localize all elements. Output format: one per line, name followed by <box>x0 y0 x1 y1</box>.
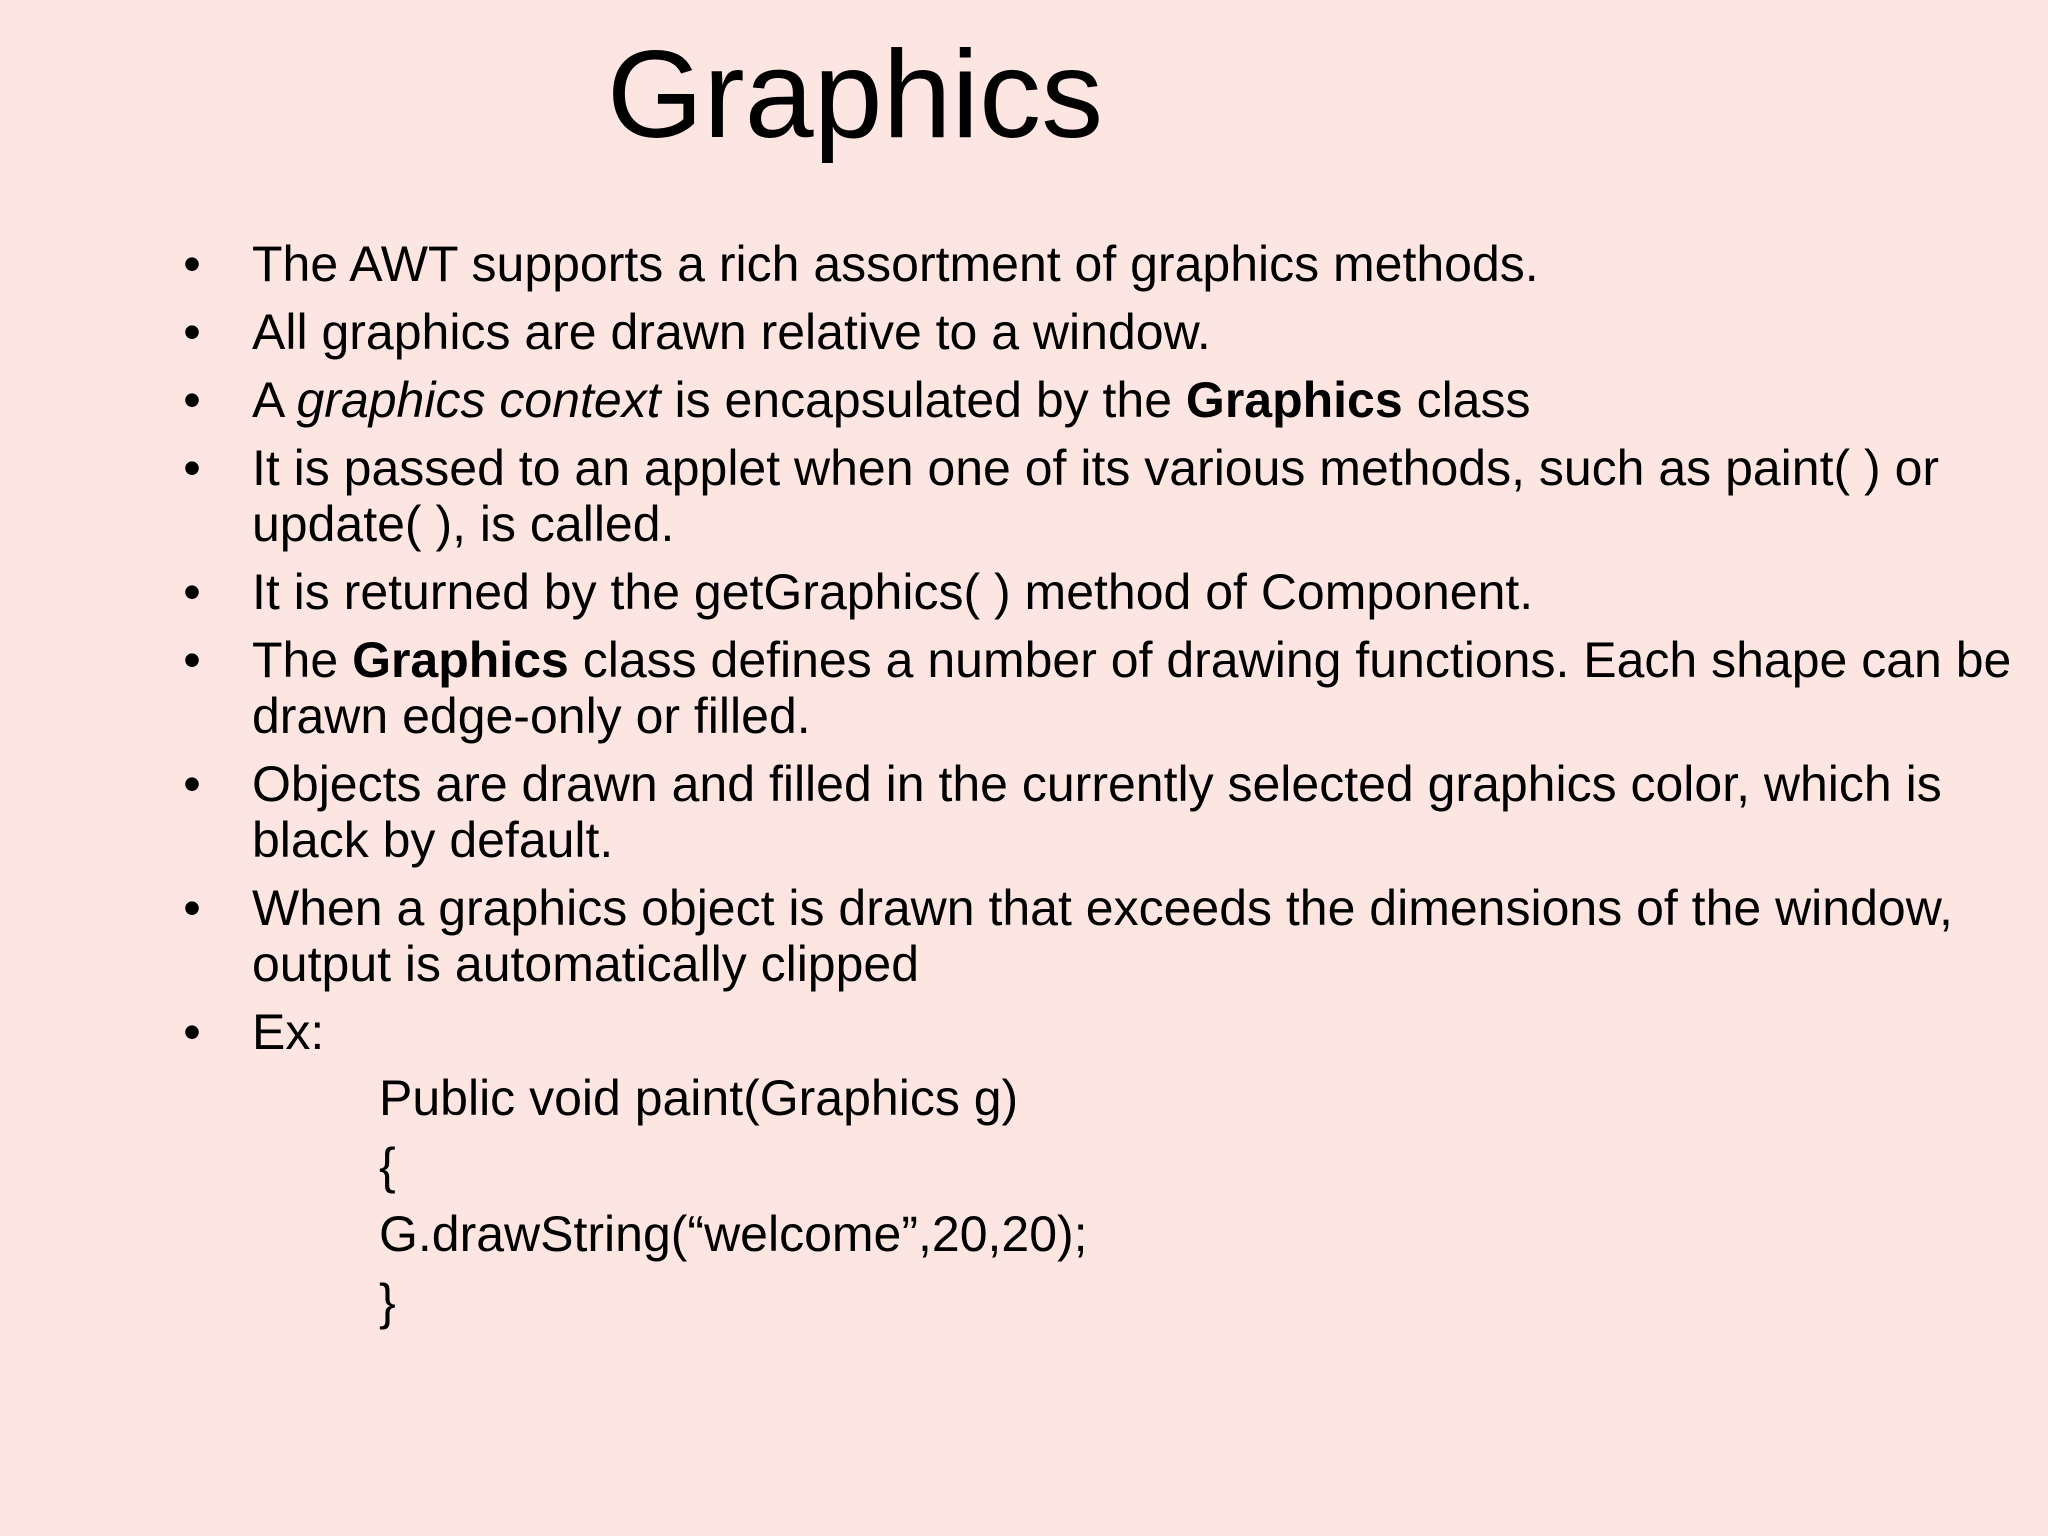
bullet-marker: • <box>183 564 201 620</box>
bullet-marker: • <box>183 236 201 292</box>
bullet-text: Objects are drawn and filled in the currently selected graphics color, which is black by default. <box>252 756 1942 868</box>
bullet-item <box>172 632 2022 744</box>
bullet-marker: • <box>183 1004 201 1060</box>
bullet-text-italic: graphics context <box>296 372 661 428</box>
bullet-text: The AWT supports a rich assortment of graphics methods. <box>252 236 1539 292</box>
bullet-text: A <box>252 372 297 428</box>
code-line: } <box>379 1274 396 1330</box>
bullet-item <box>172 236 2022 292</box>
bullet-text: class defines a number of drawing functions. Each shape can be drawn edge-only or filled. <box>252 632 2012 744</box>
bullet-text-bold: Graphics <box>352 632 569 688</box>
bullet-marker: • <box>183 372 201 428</box>
code-line: { <box>379 1138 396 1194</box>
bullet-text: The <box>252 632 353 688</box>
bullet-item <box>172 564 2022 620</box>
bullet-marker: • <box>183 304 201 360</box>
bullet-marker: • <box>183 880 201 936</box>
bullet-item <box>172 756 2022 868</box>
bullet-item <box>172 1004 2022 1330</box>
bullet-text: All graphics are drawn relative to a window. <box>252 304 1211 360</box>
bullet-item <box>172 304 2022 360</box>
bullet-text: When a graphics object is drawn that exceeds the dimensions of the window, output is automatically clipped <box>252 880 1953 992</box>
bullet-item <box>172 372 2022 428</box>
bullet-list <box>172 236 2022 1342</box>
bullet-text: It is passed to an applet when one of its various methods, such as paint( ) or update( ), is called. <box>252 440 1940 552</box>
code-line: G.drawString(“welcome”,20,20); <box>379 1206 1088 1262</box>
bullet-text: It is returned by the getGraphics( ) method of Component. <box>252 564 1534 620</box>
bullet-text: is encapsulated by the <box>660 372 1186 428</box>
bullet-marker: • <box>183 756 201 812</box>
bullet-marker: • <box>183 632 201 688</box>
slide-title: Graphics <box>606 26 1104 164</box>
bullet-text: class <box>1402 372 1531 428</box>
bullet-item <box>172 440 2022 552</box>
code-example <box>252 1070 2022 1330</box>
bullet-text-bold: Graphics <box>1185 372 1403 428</box>
bullet-marker: • <box>183 440 201 496</box>
bullet-text: Ex: <box>252 1004 325 1060</box>
code-line: Public void paint(Graphics g) <box>379 1070 1019 1126</box>
bullet-item <box>172 880 2022 992</box>
